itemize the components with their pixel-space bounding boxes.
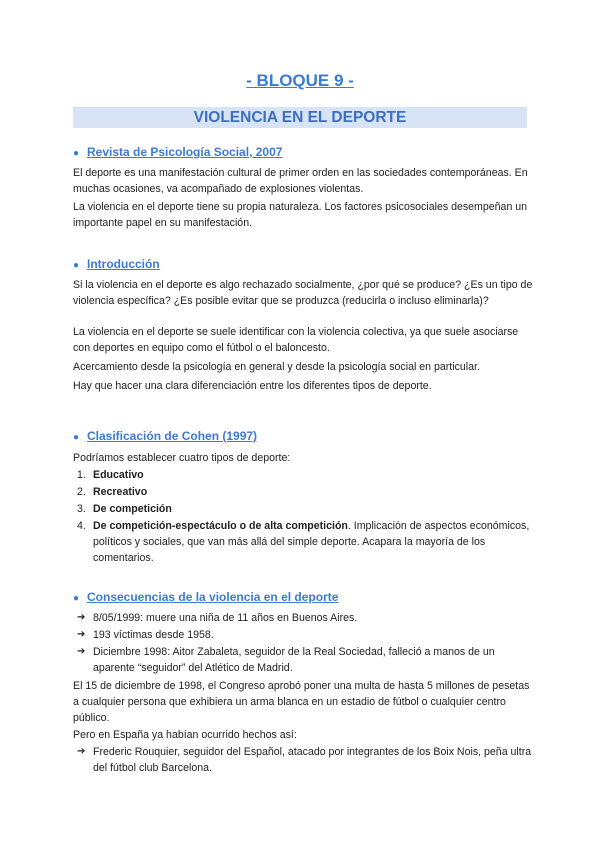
document-page: - BLOQUE 9 - VIOLENCIA EN EL DEPORTE ● Revista de Psicología Social, 2007 El deporte es una manifestación cultural de primer orden en las sociedades contemporáneas. En muchas ocasiones, va acompañado de explosiones violentas. La violencia en el deporte tiene su propia naturaleza. Los factores psicosociales desempeñan un importante papel en su manifestación. ● Introducción Si la violencia en el deporte es algo rechazado socialmente, ¿por qué se produce? ¿Es un tipo de violencia específica? ¿Es posible evitar que se produzca (reducirla o incluso eliminarla)? La violencia en el deporte se suele identificar con la violencia colectiva, ya que suele asociarse con deportes en equipo como el fútbol o el baloncesto. Acercamiento desde la psicología en general y desde la psicología social en particular. Hay que hacer una clara diferenciación entre los diferentes tipos de deporte. ● Clasificación de Cohen (1997) Podríamos establecer cuatro tipos de deporte: 1. Educativo 2. Recreativo 3. De competición 4. De competición-espectáculo o de alta competición. Implicación de aspectos económicos, políticos y sociales, que van más allá del simple deporte. Acapara la mayoría de los comentarios. ● Consecuencias de la violencia en el deporte ➔ 8/05/1999: muere una niña de 11 años en Buenos Aires. ➔ 193 víctimas desde 1958. ➔ Diciembre 1998: Aitor Zabaleta, seguidor de la Real Sociedad, falleció a manos de un aparente “seguidor” del Atlético de Madrid. El 15 de diciembre de 1998, el Congreso aprobó poner una multa de hasta 5 millones de pesetas a cualquier persona que exhibiera un arma blanca en un estadio de fútbol o cualquier centro público. Pero en España ya habían ocurrido hechos así: ➔ Frederic Rouquier, seguidor del Español, atacado por integrantes de los Boix Nois, peña ultra del fútbol club Barcelona. — [0, 0, 600, 848]
paragraph: Si la violencia en el deporte es algo rechazado socialmente, ¿por qué se produce? ¿Es un tipo de violencia específica? ¿Es posible evitar que se produzca (reducirla o incluso eliminarla)? — [73, 279, 533, 307]
paragraph: La violencia en el deporte tiene su propia naturaleza. Los factores psicosociales desempeñan un importante papel en su manifestación. — [73, 201, 528, 229]
arrow-icon: ➔ — [77, 746, 86, 757]
bullet-icon: ● — [73, 148, 80, 159]
arrow-icon: ➔ — [77, 629, 86, 640]
bullet-icon: ● — [73, 432, 80, 443]
heading-introduccion — [73, 257, 160, 271]
arrow-icon: ➔ — [77, 646, 86, 657]
heading-consecuencias-text: Consecuencias de la violencia en el deporte — [87, 590, 339, 604]
arrow-icon: ➔ — [77, 612, 86, 623]
paragraph: La violencia en el deporte se suele identificar con la violencia colectiva, ya que suele asociarse con deportes en equipo como el fútbol o el baloncesto. — [73, 326, 519, 354]
paragraph: El deporte es una manifestación cultural de primer orden en las sociedades contemporáneas. En muchas ocasiones, va acompañado de explosiones violentas. — [73, 167, 528, 195]
heading-revista-text: Revista de Psicología Social, 2007 — [87, 145, 283, 159]
heading-consecuencias — [73, 590, 338, 604]
paragraph: Hay que hacer una clara diferenciación entre los diferentes tipos de deporte. — [73, 380, 432, 392]
paragraph: Pero en España ya habían ocurrido hechos así: — [73, 729, 297, 741]
paragraph: Acercamiento desde la psicología en general y desde la psicología social en particular. — [73, 361, 480, 373]
heading-clasificacion — [73, 429, 257, 443]
paragraph: Podríamos establecer cuatro tipos de deporte: — [73, 452, 291, 464]
paragraph: El 15 de diciembre de 1998, el Congreso aprobó poner una multa de hasta 5 millones de pesetas a cualquier persona que exhibiera un arma blanca en un estadio de fútbol o cualquier centro público. — [73, 680, 530, 724]
section-banner: VIOLENCIA EN EL DEPORTE — [73, 107, 527, 128]
heading-introduccion-text: Introducción — [87, 257, 160, 271]
page-title: - BLOQUE 9 - — [246, 71, 354, 90]
bullet-icon: ● — [73, 260, 80, 271]
heading-revista — [73, 145, 282, 159]
bullet-icon: ● — [73, 593, 80, 604]
heading-clasificacion-text: Clasificación de Cohen (1997) — [87, 429, 258, 443]
